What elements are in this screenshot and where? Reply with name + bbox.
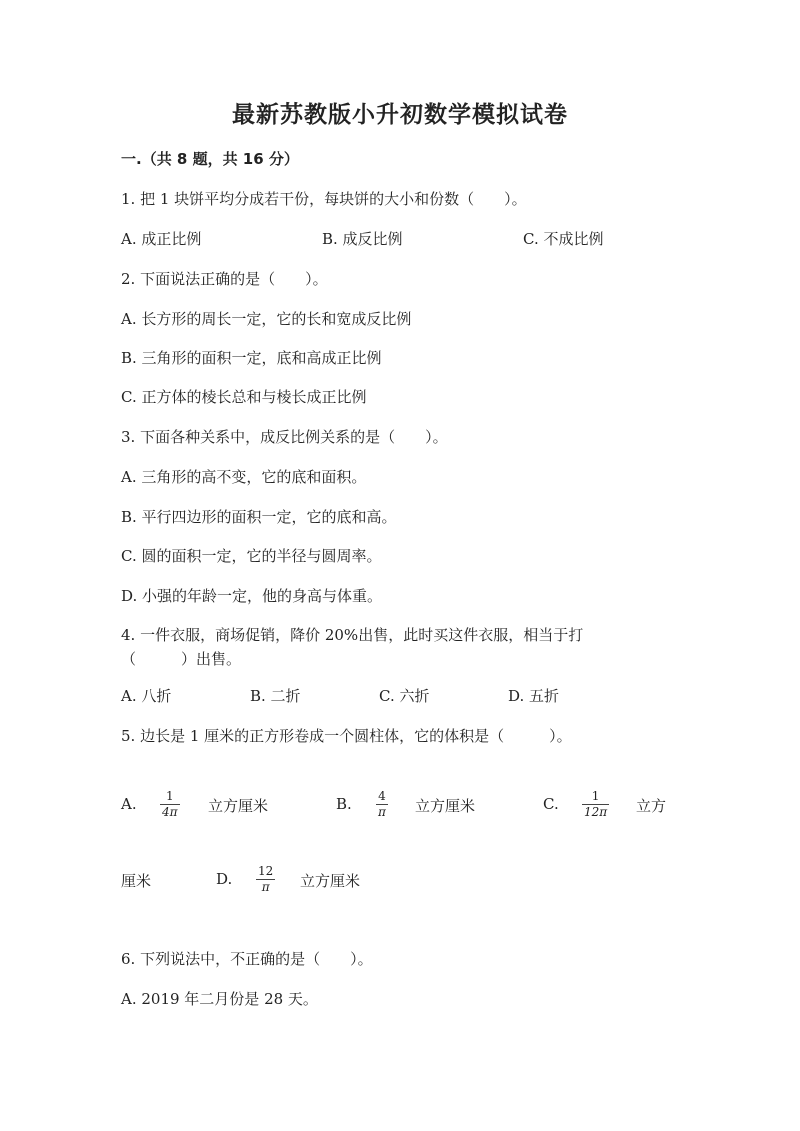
question-1-option-b: B. 成反比例 (322, 230, 403, 248)
fraction-denominator: 4π (162, 805, 178, 819)
fraction-denominator: 12π (584, 805, 608, 819)
question-5-option-d-label: D. (216, 870, 233, 888)
question-5-option-b-unit: 立方厘米 (415, 797, 476, 815)
page-title: 最新苏教版小升初数学模拟试卷 (232, 102, 568, 128)
question-4-option-b: B. 二折 (250, 687, 301, 705)
question-3-stem: 3. 下面各种关系中，成反比例关系的是（ ）。 (121, 428, 448, 446)
fraction-denominator: π (378, 805, 386, 819)
question-1-stem: 1. 把 1 块饼平均分成若干份，每块饼的大小和份数（ ）。 (121, 190, 527, 208)
question-5-option-c-unit: 立方 (636, 797, 667, 815)
section-heading: 一.（共 8 题，共 16 分） (121, 150, 299, 168)
fraction-numerator: 12 (258, 864, 274, 878)
question-3-option-d: D. 小强的年龄一定，他的身高与体重。 (121, 587, 383, 605)
question-3-option-c: C. 圆的面积一定，它的半径与圆周率。 (121, 547, 382, 565)
question-2-stem: 2. 下面说法正确的是（ ）。 (121, 270, 328, 288)
question-3-option-a: A. 三角形的高不变，它的底和面积。 (121, 468, 367, 486)
question-4-option-c: C. 六折 (379, 687, 430, 705)
question-5-option-d-unit: 立方厘米 (300, 872, 361, 890)
question-6-stem: 6. 下列说法中，不正确的是（ ）。 (121, 950, 373, 968)
question-2-option-c: C. 正方体的棱长总和与棱长成正比例 (121, 388, 367, 406)
question-5-stem: 5. 边长是 1 厘米的正方形卷成一个圆柱体，它的体积是（ ）。 (121, 727, 572, 745)
fraction-numerator: 1 (165, 789, 174, 803)
question-5-option-c-unit-continued: 厘米 (121, 872, 152, 890)
question-4-option-d: D. 五折 (508, 687, 560, 705)
fraction-denominator: π (261, 880, 270, 894)
question-5-option-b-fraction (376, 789, 388, 820)
fraction-numerator: 4 (378, 789, 386, 803)
fraction-numerator: 1 (591, 789, 600, 803)
question-1-option-a: A. 成正比例 (121, 230, 202, 248)
question-2-option-a: A. 长方形的周长一定，它的长和宽成反比例 (121, 310, 412, 328)
question-5-option-a-label: A. (121, 795, 137, 813)
question-5-option-b-label: B. (336, 795, 352, 813)
question-4-option-a: A. 八折 (121, 687, 172, 705)
question-5-option-c-label: C. (543, 795, 559, 813)
question-5-option-a-fraction (160, 789, 180, 820)
question-1-option-c: C. 不成比例 (523, 230, 604, 248)
question-6-option-a: A. 2019 年二月份是 28 天。 (121, 990, 318, 1008)
question-5-option-c-fraction (582, 789, 609, 820)
question-5-option-a-unit: 立方厘米 (208, 797, 269, 815)
question-2-option-b: B. 三角形的面积一定，底和高成正比例 (121, 349, 382, 367)
question-4-stem-line-2: （ ）出售。 (121, 650, 242, 668)
question-5-option-d-fraction (256, 864, 275, 895)
question-3-option-b: B. 平行四边形的面积一定，它的底和高。 (121, 508, 397, 526)
question-4-stem-line-1: 4. 一件衣服，商场促销，降价 20%出售，此时买这件衣服，相当于打 (121, 626, 584, 644)
